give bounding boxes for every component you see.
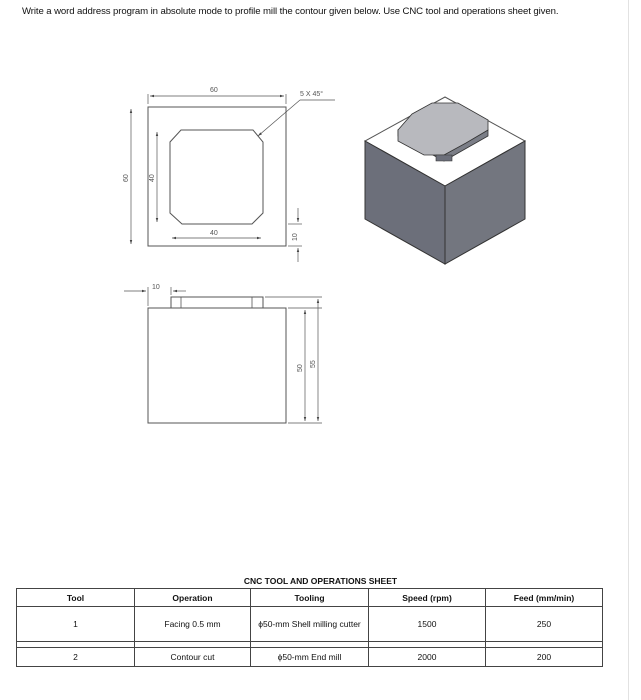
dim-side-step: 10 (152, 284, 160, 291)
cell-operation: Facing 0.5 mm (135, 607, 251, 642)
chamfer-leader (258, 100, 300, 136)
top-view-outer-square (148, 107, 286, 246)
header-speed: Speed (rpm) (369, 589, 486, 607)
cell-feed: 200 (486, 648, 603, 667)
dim-left-height: 60 (123, 174, 130, 182)
dim-chamfer: 5 X 45° (300, 91, 324, 98)
dim-inner-height: 40 (149, 174, 156, 182)
dim-top-width: 60 (210, 87, 218, 94)
operations-table (16, 588, 603, 667)
table-row (17, 607, 603, 642)
top-view-chamfered-pocket (170, 130, 263, 224)
cell-tooling: ϕ50-mm End mill (251, 648, 369, 667)
header-feed: Feed (mm/min) (486, 589, 603, 607)
isometric-view (365, 97, 525, 264)
table-header-row (17, 589, 603, 607)
table-title: CNC TOOL AND OPERATIONS SHEET (243, 576, 398, 586)
top-view (131, 94, 335, 262)
problem-statement: Write a word address program in absolute mode to profile mill the contour given below. Use CNC tool and operations sheet given. (22, 6, 559, 17)
header-tool: Tool (17, 589, 135, 607)
cell-speed: 1500 (369, 607, 486, 642)
dim-side-body: 50 (297, 364, 304, 372)
header-operation: Operation (135, 589, 251, 607)
cell-tool: 2 (17, 648, 135, 667)
cell-feed: 250 (486, 607, 603, 642)
table-row (17, 648, 603, 667)
cell-tooling: ϕ50-mm Shell milling cutter (251, 607, 369, 642)
side-view-boss (171, 297, 263, 308)
side-view (124, 287, 322, 423)
side-view-body (148, 308, 286, 423)
cell-tool: 1 (17, 607, 135, 642)
dim-inner-width: 40 (210, 230, 218, 237)
dim-offset: 10 (292, 233, 299, 241)
dim-side-total: 55 (310, 360, 317, 368)
header-tooling: Tooling (251, 589, 369, 607)
cell-speed: 2000 (369, 648, 486, 667)
cell-operation: Contour cut (135, 648, 251, 667)
